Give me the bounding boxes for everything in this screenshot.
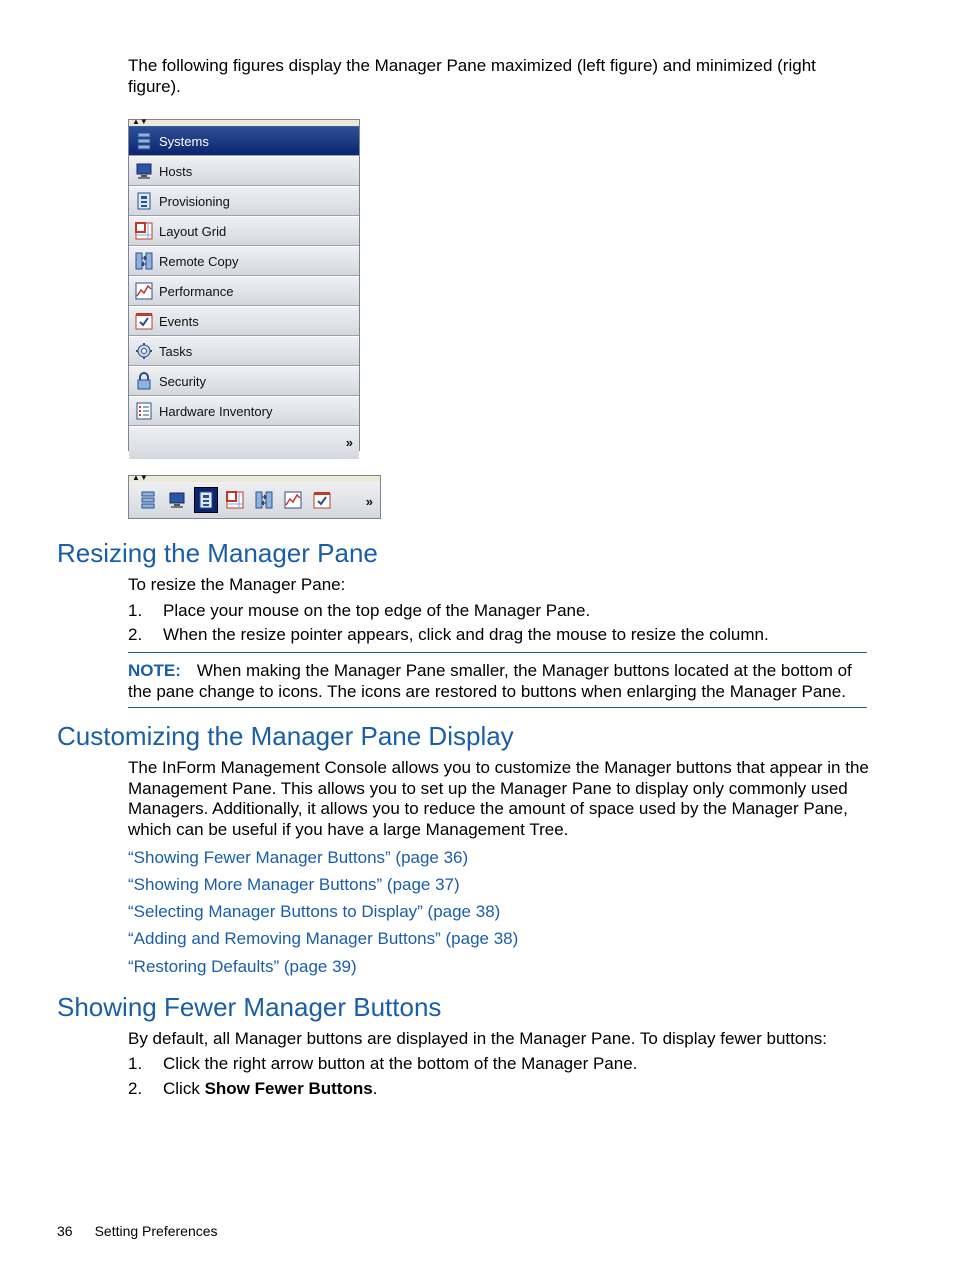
heading-showing-fewer: Showing Fewer Manager Buttons [57,992,442,1022]
page-footer [57,1223,218,1239]
manager-button-systems[interactable] [129,126,359,156]
mini-performance-icon[interactable] [282,488,304,512]
show-fewer-buttons-label: Show Fewer Buttons [204,1079,373,1098]
note-top-rule [128,652,867,653]
fewer-step-1 [128,1054,637,1075]
link-showing-fewer[interactable]: “Showing Fewer Manager Buttons” (page 36) [128,848,469,867]
fewer-step-2 [128,1079,377,1100]
manager-button-layout-grid[interactable] [129,216,359,246]
step-text-prefix: Click [163,1079,205,1098]
pane-footer [129,426,359,459]
manager-button-label: Security [159,373,206,389]
manager-button-events[interactable] [129,306,359,336]
events-icon [135,312,153,330]
step-text: Click the right arrow button at the bottom of the Manager Pane. [163,1054,638,1073]
mini-systems-icon[interactable] [137,488,159,512]
page-number: 36 [57,1223,73,1239]
manager-button-hardware-inventory[interactable] [129,396,359,426]
mini-icon-row [129,482,380,518]
link-selecting-buttons[interactable]: “Selecting Manager Buttons to Display” (page 38) [128,902,501,921]
layout-grid-icon [135,222,153,240]
manager-button-label: Provisioning [159,193,230,209]
step-number: 2. [128,625,143,644]
link-showing-more[interactable]: “Showing More Manager Buttons” (page 37) [128,875,460,894]
heading-customizing: Customizing the Manager Pane Display [57,721,514,751]
manager-pane-list [129,126,359,426]
more-buttons-arrow-icon[interactable]: » [345,435,353,450]
step-text-suffix: . [372,1079,378,1098]
resize-step-1 [128,601,590,622]
mini-remote-copy-icon[interactable] [253,488,275,512]
manager-button-hosts[interactable] [129,156,359,186]
security-icon [135,372,153,390]
mini-pane-resize-handle[interactable] [129,473,380,482]
mini-resize-arrows-icon: ▲▼ [132,473,148,482]
note-block [128,661,868,702]
systems-icon [135,132,153,150]
remote-copy-icon [135,252,153,270]
heading-resizing: Resizing the Manager Pane [57,538,378,568]
manager-button-label: Performance [159,283,234,299]
pane-resize-handle[interactable] [129,117,359,126]
manager-button-label: Hosts [159,163,193,179]
mini-events-icon[interactable] [311,488,333,512]
tasks-icon [135,342,153,360]
resize-lead: To resize the Manager Pane: [128,575,346,594]
manager-button-label: Hardware Inventory [159,403,273,419]
step-number: 1. [128,601,143,620]
manager-button-tasks[interactable] [129,336,359,366]
mini-provisioning-icon[interactable] [195,488,217,512]
note-label: NOTE: [128,661,181,680]
footer-section: Setting Preferences [94,1223,218,1239]
note-text: When making the Manager Pane smaller, the Manager buttons located at the bottom of the pane change to icons. The icons are restored to buttons when enlarging the Manager Pane. [128,661,852,701]
manager-button-security[interactable] [129,366,359,396]
mini-layout-grid-icon[interactable] [224,488,246,512]
step-number: 1. [128,1054,143,1073]
mini-more-arrow-icon[interactable]: » [365,494,373,509]
resize-arrows-icon: ▲▼ [132,117,148,126]
manager-button-performance[interactable] [129,276,359,306]
manager-button-remote-copy[interactable] [129,246,359,276]
note-bottom-rule [128,707,867,708]
provisioning-icon [135,192,153,210]
manager-button-label: Tasks [159,343,193,359]
mini-hosts-icon[interactable] [166,488,188,512]
step-number: 2. [128,1079,143,1098]
link-restoring-defaults[interactable]: “Restoring Defaults” (page 39) [128,957,357,976]
step-text: Place your mouse on the top edge of the Manager Pane. [163,601,591,620]
manager-button-label: Systems [159,133,209,149]
manager-pane-minimized-figure [128,475,381,519]
step-text: When the resize pointer appears, click and drag the mouse to resize the column. [163,625,769,644]
customize-paragraph: The InForm Management Console allows you to customize the Manager buttons that appear in the Management Pane. This allows you to set up the Manager Pane to display only commonly used Managers. Additionally, it allows you to reduce the amount of space used by the Manager Pane, which can be useful if you have a large Management Tree. [128,758,869,839]
manager-button-label: Events [159,313,199,329]
link-adding-removing[interactable]: “Adding and Removing Manager Buttons” (page 38) [128,929,519,948]
resize-step-2 [128,625,769,646]
intro-paragraph: The following figures display the Manager Pane maximized (left figure) and minimized (right figure). [128,56,816,96]
fewer-lead: By default, all Manager buttons are displayed in the Manager Pane. To display fewer buttons: [128,1029,828,1048]
manager-button-label: Remote Copy [159,253,239,269]
manager-button-provisioning[interactable] [129,186,359,216]
hosts-icon [135,162,153,180]
performance-icon [135,282,153,300]
manager-button-label: Layout Grid [159,223,227,239]
hardware-inventory-icon [135,402,153,420]
manager-pane-maximized-figure [128,119,360,451]
